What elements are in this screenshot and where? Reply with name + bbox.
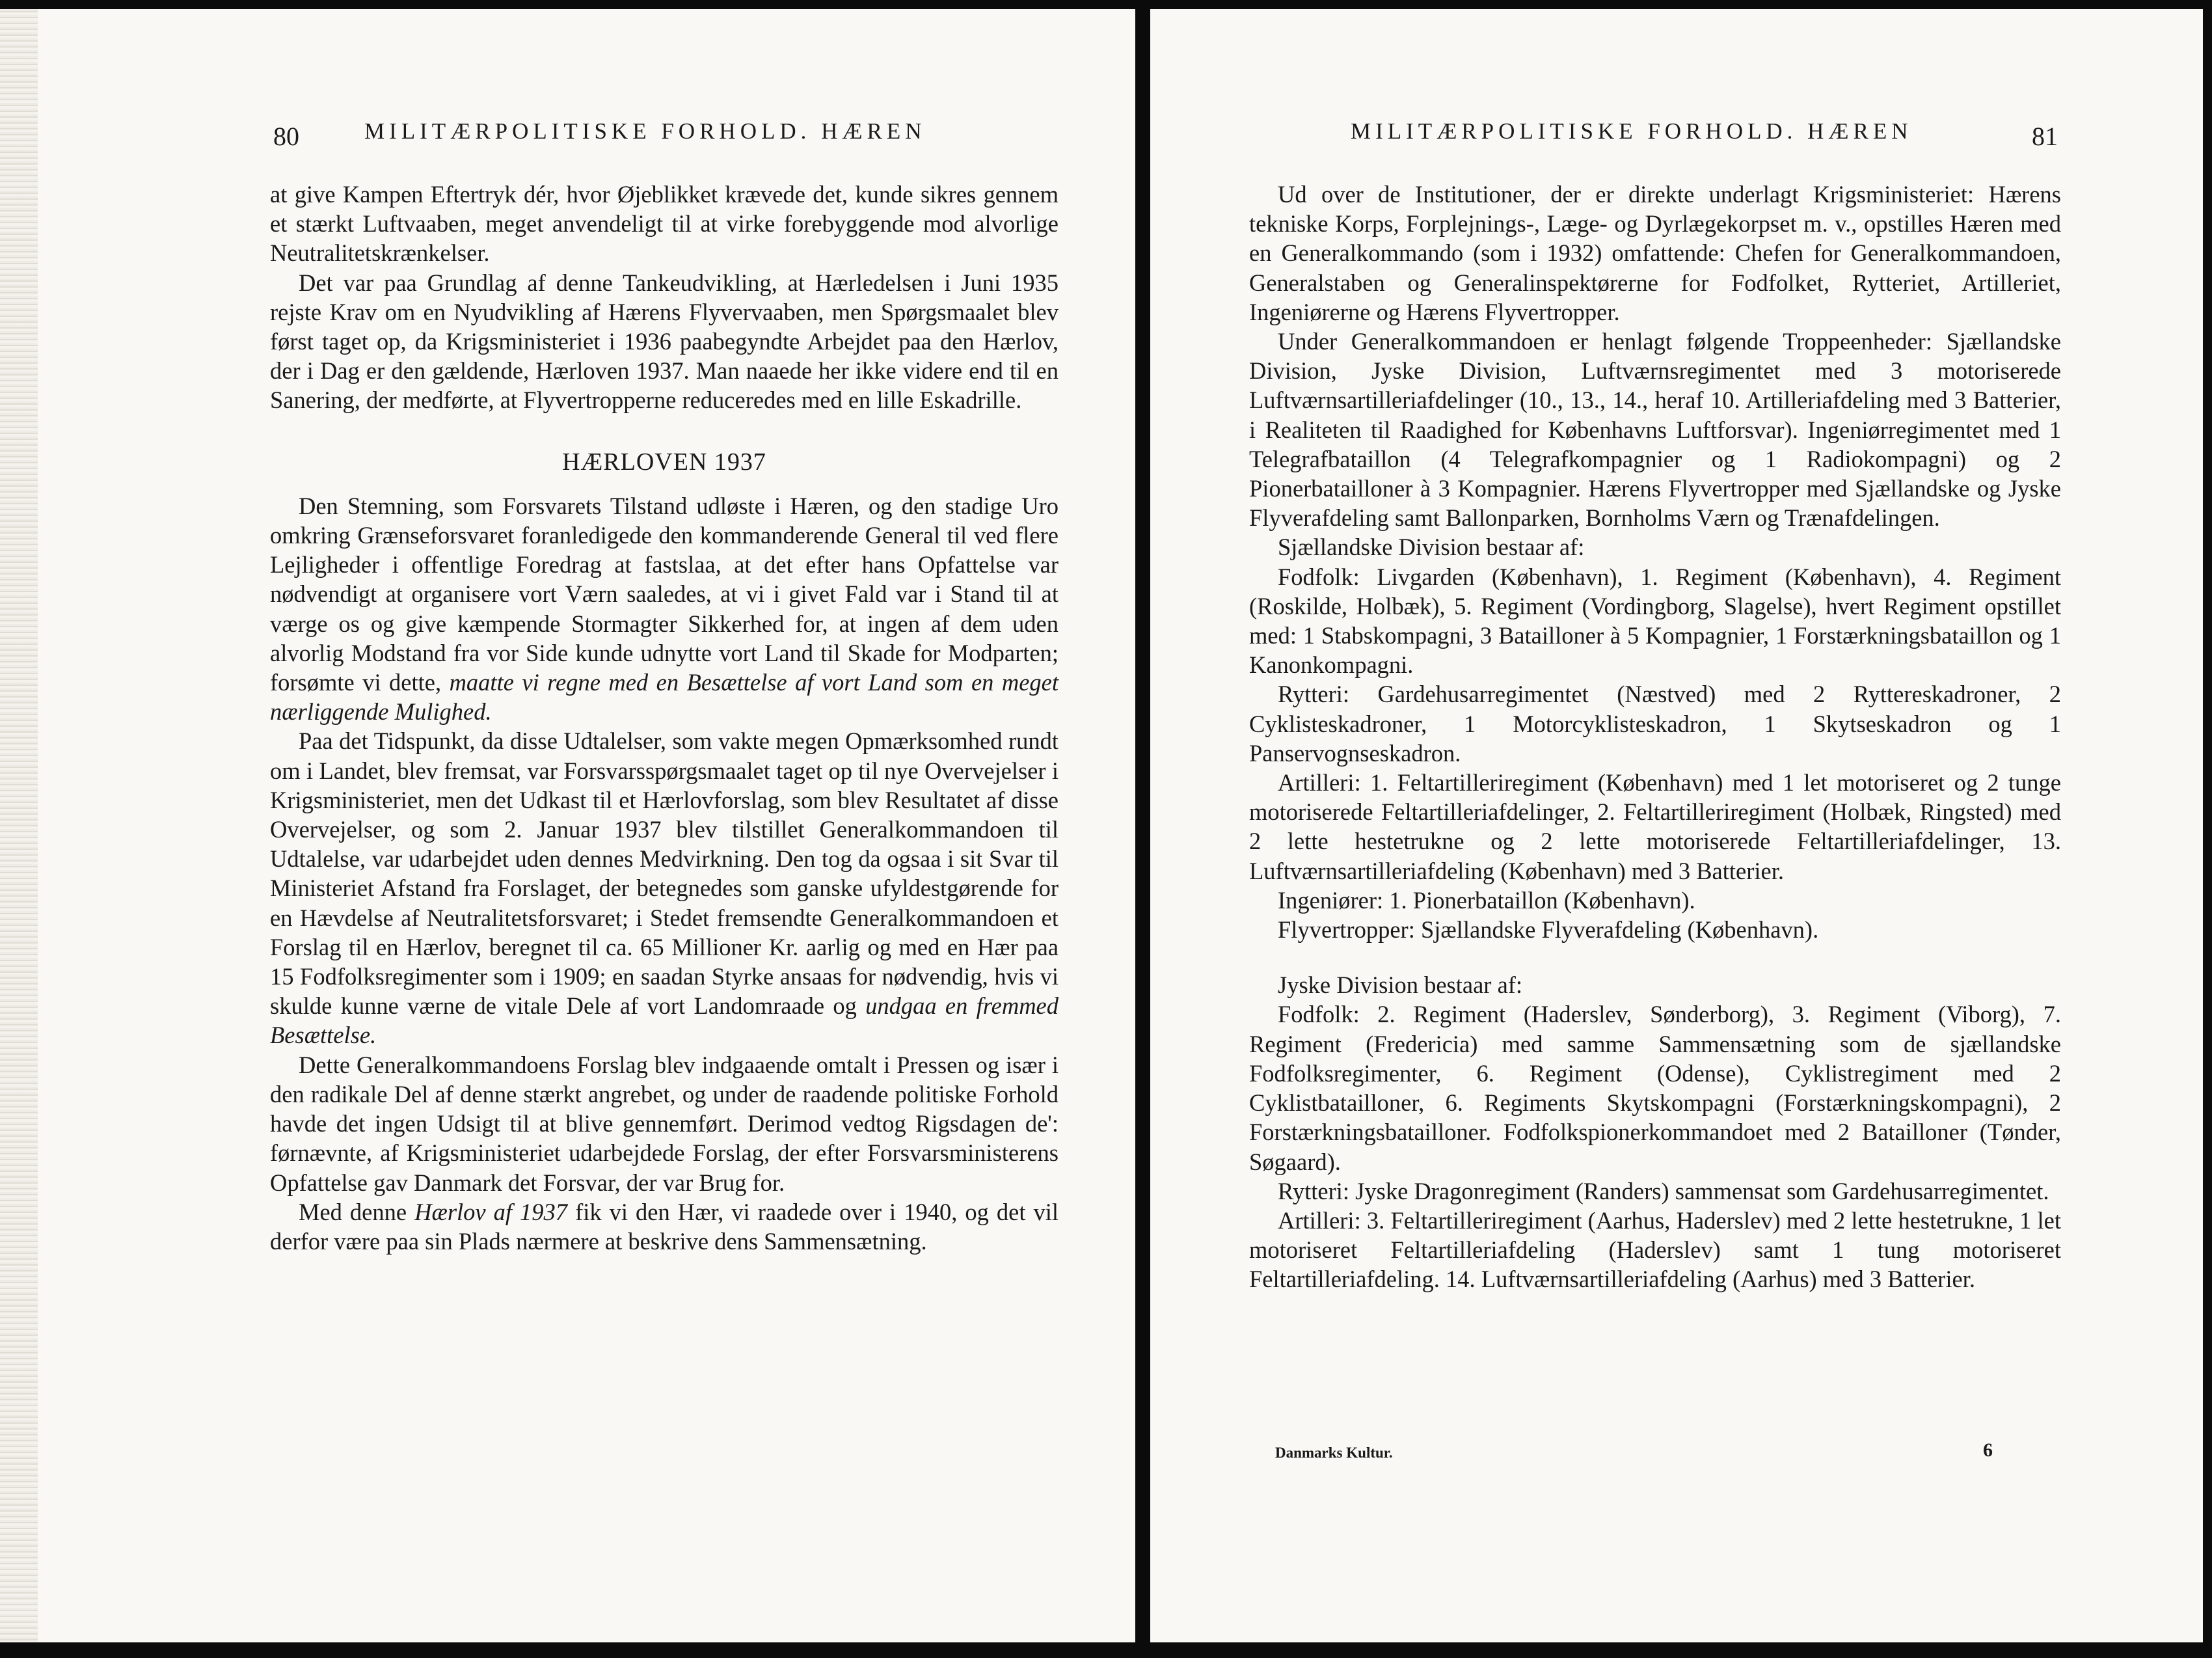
- left-page: [0, 9, 1135, 1642]
- left-body: [270, 180, 1059, 1256]
- paragraph: Fodfolk: Livgarden (København), 1. Regiment (København), 4. Regiment (Roskilde, Holbæk), 5. Regiment (Vordingborg, Slagelse), hvert Regiment opstillet med: 1 Stabskompagni, 3 Batailloner à 5 Kompagnier, 1 Forstærkningsbataillon og 1 Kanonkompagni.: [1249, 563, 2061, 679]
- section-title: HÆRLOVEN 1937: [562, 448, 766, 476]
- paragraph-italic: maatte vi regne med en Besættelse af vort Land som en meget nærliggende Mulighed.: [270, 669, 1059, 726]
- paragraph: Rytteri: Gardehusarregimentet (Næstved) med 2 Ryttereskadroner, 2 Cyklisteskadroner, 1 Motorcyklisteskadron, 1 Skytseskadron og 1 Panservognseskadron.: [1249, 681, 2061, 767]
- paragraph: Sjællandske Division bestaar af:: [1278, 534, 1585, 561]
- paragraph: Jyske Division bestaar af:: [1278, 972, 1523, 999]
- paragraph-text: Med denne: [299, 1198, 407, 1225]
- paragraph: Fodfolk: 2. Regiment (Haderslev, Sønderborg), 3. Regiment (Viborg), 7. Regiment (Fredericia) med samme Sammensætning som de sjællandske Fodfolksregimenter, 6. Regiment (Odense), Cyklistregiment med 2 Cyklistbatailloner, 6. Regiments Skytskompagni (Forstærkningskompagni), 2 Forstærkningsbatailloner. Fodfolkspionerkommandoet med 2 Batailloner (Tønder, Søgaard).: [1249, 1001, 2061, 1175]
- paragraph: Ud over de Institutioner, der er direkte underlagt Krigsministeriet: Hærens tekniske Korps, Forplejnings-, Læge- og Dyrlægekorpset m. v., opstilles Hæren med en Generalkommando (som i 1932) omfattende: Chefen for Generalkommandoen, Generalstaben og Generalinspektørerne for Fodfolket, Rytteriet, Artilleriet, Ingeniørerne og Hærens Flyvertropper.: [1249, 181, 2061, 325]
- paragraph: [270, 726, 1059, 1050]
- paragraph: Flyvertropper: Sjællandske Flyverafdeling (København).: [1278, 916, 1819, 944]
- page-number: 80: [273, 122, 299, 151]
- paragraph-text: fik vi den Hær, vi raadede over i 1940, og det vil derfor være paa sin Plads nærmere at beskrive dens Sammensætning.: [270, 1198, 1059, 1255]
- page-number: 81: [2032, 122, 2058, 151]
- paragraph: Det var paa Grundlag af denne Tankeudvikling, at Hærledelsen i Juni 1935 rejste Krav om en Nyudvikling af Hærens Flyvervaaben, men Spørgsmaalet blev først taget op, da Krigsministeriet i 1936 paabegyndte Arbejdet paa den Hærlov, der i Dag er den gældende, Hærloven 1937. Man naaede her ikke videre end til en Sanering, der medførte, at Flyvertropperne reduceredes med en lille Eskadrille.: [270, 269, 1059, 414]
- paragraph: [270, 1197, 1059, 1256]
- paragraph: Rytteri: Jyske Dragonregiment (Randers) sammensat som Gardehusarregimentet.: [1278, 1177, 2049, 1204]
- running-head: MILITÆRPOLITISKE FORHOLD. HÆREN: [364, 118, 926, 144]
- paragraph: Artilleri: 3. Feltartilleriregiment (Aarhus, Haderslev) med 2 lette hestetrukne, 1 let motoriseret Feltartilleriafdeling (Haderslev) samt 1 tung motoriseret Feltartilleriafdeling. 14. Luftværnsartilleriafdeling (Aarhus) med 3 Batterier.: [1249, 1206, 2061, 1293]
- running-head: MILITÆRPOLITISKE FORHOLD. HÆREN: [1351, 118, 1913, 144]
- paragraph: Under Generalkommandoen er henlagt følgende Troppeenheder: Sjællandske Division, Jyske Division, Luftværnsregimentet med 3 motoriserede Luftværnsartilleriafdelinger (10., 13., 14., heraf 10. Artilleriafdeling med 3 Batterier, i Realiteten til Raadighed for Københavns Luftforsvar). Ingeniørregimentet med 1 Telegrafbataillon (4 Telegrafkompagnier og 1 Radiokompagni) og 2 Pionerbatailloner à 3 Kompagnier. Hærens Flyvertropper med Sjællandske og Jyske Flyverafdeling samt Ballonparken, Bornholms Værn og Trænafdelingen.: [1249, 328, 2061, 532]
- paragraph-italic: Hærlov af 1937: [414, 1198, 568, 1225]
- paragraph-text: Paa det Tidspunkt, da disse Udtalelser, som vakte megen Opmærksomhed rundt om i Landet, blev fremsat, var Forsvarsspørgsmaalet taget op til nye Overvejelser i Krigsministeriet, men det Udkast til et Hærlovforslag, som blev Resultatet af disse Overvejelser, og som 2. Januar 1937 blev tilstillet Generalkommandoen til Udtalelse, var udarbejdet uden dennes Medvirkning. Den tog da ogsaa i sit Svar til Ministeriet Afstand fra Forslaget, der betegnedes som ganske ufyldestgørende for en Hævdelse af Neutralitetsforsvaret; i Stedet fremsendte Generalkommandoen et Forslag til en Hærlov, beregnet til ca. 65 Millioner Kr. aarlig og med en Hær paa 15 Fodfolksregimenter som i 1909; en saadan Styrke ansaas for nødvendig, hvis vi skulde kunne værne de vitale Dele af vort Landomraade og: [270, 727, 1059, 1020]
- footer-sheet-number: 6: [1983, 1439, 1993, 1461]
- paragraph: Artilleri: 1. Feltartilleriregiment (København) med 1 let motoriseret og 2 tunge motoriserede Feltartilleriafdelinger, 2. Feltartilleriregiment (Holbæk, Ringsted) med 2 lette hestetrukne og 2 lette motoriserede Feltartilleriafdelinger, 13. Luftværnsartilleriafdeling (København) med 3 Batterier.: [1249, 769, 2061, 884]
- paragraph: Ingeniører: 1. Pionerbataillon (København).: [1278, 886, 1695, 914]
- page-edge-shading: [0, 9, 38, 1642]
- paragraph: at give Kampen Eftertryk dér, hvor Øjeblikket krævede det, kunde sikres gennem et stærkt Luftvaaben, meget anvendeligt til at virke forebyggende mod alvorlige Neutralitetskrænkelser.: [270, 181, 1059, 267]
- paragraph-gap: [1249, 944, 2061, 970]
- paragraph-italic: undgaa en fremmed Besættelse.: [270, 992, 1059, 1049]
- paragraph-text: Den Stemning, som Forsvarets Tilstand udløste i Hæren, og den stadige Uro omkring Grænseforsvaret foranledigede den kommanderende General til ved flere Lejligheder i offentlige Foredrag at fastslaa, at det efter hans Opfattelse var nødvendigt at organisere vort Værn saaledes, at vi i givet Fald var i Stand til at værge os og give kæmpende Stormagter Sikkerhed for, at ingen af dem uden alvorlig Modstand fra vor Side kunde udnytte vort Land til Skade for Modparten; forsømte vi dette,: [270, 492, 1059, 696]
- right-page: [1150, 9, 2203, 1642]
- right-body: [1249, 180, 2061, 1294]
- paragraph: Dette Generalkommandoens Forslag blev indgaaende omtalt i Pressen og især i den radikale Del af denne stærkt angrebet, og under de raadende politiske Forhold havde det ingen Udsigt til at blive gennemført. Derimod vedtog Rigsdagen de': førnævnte, af Krigsministeriet udarbejdede Forslag, der efter Forsvarsministerens Opfattelse gav Danmark det Forsvar, der var Brug for.: [270, 1051, 1059, 1196]
- footer-signature: Danmarks Kultur.: [1275, 1445, 1393, 1461]
- paragraph: [270, 491, 1059, 727]
